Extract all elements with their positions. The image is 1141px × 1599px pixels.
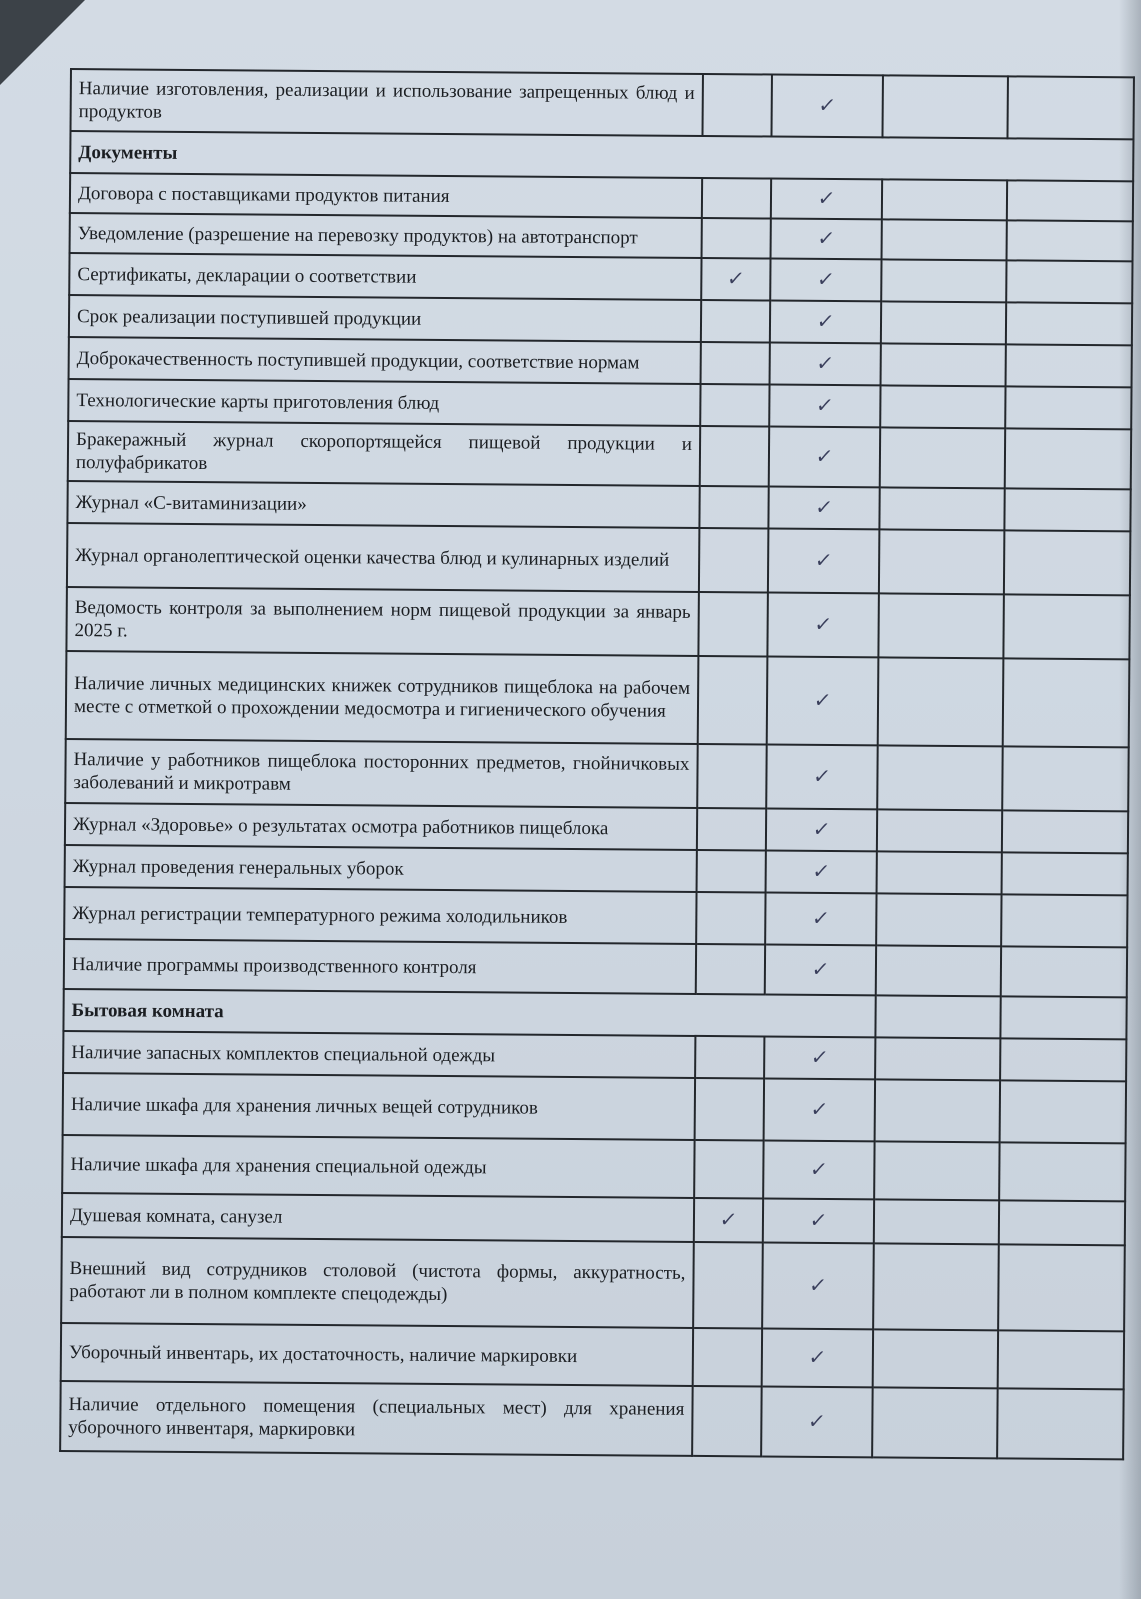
checklist-item-text: Журнал «С-витаминизации» bbox=[67, 481, 699, 528]
check-cell-col1 bbox=[702, 74, 772, 137]
empty-cell-col4 bbox=[1005, 488, 1131, 531]
section-empty-cell bbox=[875, 995, 1001, 1038]
check-cell-col2 bbox=[766, 808, 877, 851]
checkmark-icon: ✓ bbox=[810, 905, 831, 930]
checkmark-icon: ✓ bbox=[816, 185, 837, 210]
empty-cell-col3 bbox=[876, 809, 1002, 852]
table-row bbox=[62, 1135, 1125, 1201]
empty-cell-col3 bbox=[875, 945, 1001, 996]
check-cell-col1 bbox=[694, 1198, 764, 1243]
empty-cell-col3 bbox=[875, 1037, 1001, 1080]
table-row bbox=[63, 1073, 1126, 1143]
checkmark-icon: ✓ bbox=[806, 1408, 827, 1433]
empty-cell-col3 bbox=[880, 343, 1006, 386]
empty-cell-col3 bbox=[880, 301, 1006, 344]
checkmark-icon: ✓ bbox=[809, 1096, 830, 1121]
checklist-item-text: Наличие шкафа для хранения личных вещей сотрудников bbox=[63, 1073, 695, 1140]
checklist-item-text: Наличие у работников пищеблока посторонних предметов, гнойничковых заболеваний и микротравм bbox=[65, 739, 697, 808]
table-row bbox=[67, 523, 1130, 595]
empty-cell-col3 bbox=[881, 219, 1007, 260]
empty-cell-col4 bbox=[1007, 180, 1133, 221]
checkmark-icon: ✓ bbox=[816, 92, 838, 117]
check-cell-col2 bbox=[762, 1328, 873, 1387]
empty-cell-col3 bbox=[877, 745, 1003, 810]
checklist-item-text: Договора с поставщиками продуктов питания bbox=[70, 173, 702, 218]
empty-cell-col4 bbox=[1001, 894, 1127, 947]
check-cell-col2 bbox=[762, 1242, 873, 1329]
empty-cell-col4 bbox=[1006, 260, 1132, 303]
checkmark-icon: ✓ bbox=[814, 350, 836, 375]
check-cell-col2 bbox=[763, 1198, 874, 1243]
check-cell-col1 bbox=[694, 1140, 764, 1199]
checklist-item-text: Наличие шкафа для хранения специальной одежды bbox=[62, 1135, 694, 1198]
check-cell-col1 bbox=[699, 486, 769, 529]
empty-cell-col3 bbox=[878, 529, 1004, 594]
check-cell-col2 bbox=[771, 179, 882, 220]
empty-cell-col3 bbox=[874, 1079, 1000, 1142]
check-cell-col2 bbox=[770, 343, 881, 386]
empty-cell-col3 bbox=[881, 259, 1007, 302]
checkmark-icon: ✓ bbox=[807, 1344, 828, 1369]
section-title: Документы bbox=[70, 131, 1133, 181]
checkmark-icon: ✓ bbox=[813, 494, 835, 519]
check-cell-col2 bbox=[764, 1036, 875, 1079]
check-cell-col1 bbox=[701, 300, 771, 343]
checkmark-icon: ✓ bbox=[810, 858, 832, 883]
empty-cell-col4 bbox=[1005, 386, 1131, 429]
checklist-item-text: Срок реализации поступившей продукции bbox=[69, 295, 701, 342]
inspection-checklist-table bbox=[59, 68, 1135, 1460]
check-cell-col1 bbox=[692, 1386, 762, 1457]
empty-cell-col4 bbox=[1002, 852, 1128, 895]
checklist-item-text: Технологические карты приготовления блюд bbox=[68, 379, 700, 426]
check-cell-col2 bbox=[766, 744, 877, 809]
empty-cell-col4 bbox=[998, 1330, 1124, 1389]
table-row bbox=[71, 69, 1134, 139]
checkmark-icon: ✓ bbox=[811, 816, 832, 841]
empty-cell-col4 bbox=[1002, 810, 1128, 853]
empty-cell-col3 bbox=[872, 1329, 998, 1388]
empty-cell-col4 bbox=[1000, 1038, 1126, 1081]
empty-cell-col4 bbox=[999, 1200, 1125, 1245]
check-cell-col2 bbox=[763, 1140, 874, 1199]
empty-cell-col4 bbox=[999, 1142, 1125, 1201]
checkmark-icon: ✓ bbox=[815, 308, 836, 333]
empty-cell-col3 bbox=[881, 179, 1007, 220]
check-cell-col2 bbox=[765, 892, 876, 945]
check-cell-col1 bbox=[700, 384, 770, 427]
empty-cell-col3 bbox=[873, 1243, 999, 1330]
empty-cell-col4 bbox=[1004, 594, 1130, 659]
empty-cell-col4 bbox=[1007, 220, 1133, 261]
check-cell-col2 bbox=[769, 427, 880, 488]
checkmark-icon: ✓ bbox=[725, 266, 747, 291]
check-cell-col2 bbox=[772, 75, 883, 138]
table-row bbox=[61, 1237, 1125, 1331]
check-cell-col1 bbox=[696, 892, 766, 945]
empty-cell-col4 bbox=[1002, 746, 1128, 811]
check-cell-col1 bbox=[698, 656, 768, 745]
checkmark-icon: ✓ bbox=[813, 547, 834, 572]
checklist-item-text: Бракеражный журнал скоропортящейся пищевой продукции и полуфабрикатов bbox=[68, 421, 700, 486]
checklist-item-text: Наличие изготовления, реализации и использование запрещенных блюд и продуктов bbox=[71, 69, 703, 136]
check-cell-col2 bbox=[761, 1386, 872, 1457]
check-cell-col1 bbox=[695, 1036, 765, 1079]
checklist-item-text: Уборочный инвентарь, их достаточность, наличие маркировки bbox=[61, 1323, 693, 1386]
checklist-item-text: Наличие личных медицинских книжек сотрудников пищеблока на рабочем месте с отметкой о прохождении медосмотра и гигиенического обучения bbox=[66, 651, 699, 744]
checkmark-icon: ✓ bbox=[809, 1044, 830, 1069]
check-cell-col2 bbox=[765, 944, 876, 995]
section-title: Бытовая комната bbox=[63, 989, 875, 1037]
check-cell-col1 bbox=[693, 1242, 763, 1329]
empty-cell-col4 bbox=[1003, 658, 1129, 747]
checkmark-icon: ✓ bbox=[815, 266, 836, 291]
checklist-item-text: Сертификаты, декларации о соответствии bbox=[69, 253, 701, 300]
checklist-body bbox=[60, 69, 1134, 1459]
checkmark-icon: ✓ bbox=[815, 225, 837, 250]
check-cell-col1 bbox=[701, 218, 771, 259]
check-cell-col2 bbox=[768, 529, 879, 594]
table-row bbox=[68, 421, 1131, 489]
empty-cell-col3 bbox=[879, 427, 1005, 488]
check-cell-col2 bbox=[770, 301, 881, 344]
empty-cell-col4 bbox=[1005, 428, 1131, 489]
table-row bbox=[61, 1323, 1124, 1389]
empty-cell-col4 bbox=[1006, 302, 1132, 345]
section-empty-cell bbox=[1001, 996, 1127, 1039]
checkmark-icon: ✓ bbox=[812, 687, 833, 712]
checklist-item-text: Уведомление (разрешение на перевозку продуктов) на автотранспорт bbox=[70, 213, 702, 258]
checklist-item-text: Журнал регистрации температурного режима холодильников bbox=[64, 887, 696, 944]
check-cell-col1 bbox=[697, 744, 767, 809]
table-row bbox=[66, 587, 1129, 659]
check-cell-col1 bbox=[700, 426, 770, 487]
table-row bbox=[64, 887, 1127, 947]
checkmark-icon: ✓ bbox=[812, 611, 834, 636]
empty-cell-col3 bbox=[876, 893, 1002, 946]
empty-cell-col4 bbox=[1001, 946, 1127, 997]
checklist-item-text: Ведомость контроля за выполнением норм пищевой продукции за январь 2025 г. bbox=[66, 587, 698, 656]
empty-cell-col4 bbox=[1004, 530, 1130, 595]
empty-cell-col3 bbox=[878, 593, 1004, 658]
check-cell-col1 bbox=[698, 592, 768, 657]
empty-cell-col3 bbox=[882, 75, 1008, 138]
checklist-item-text: Журнал «Здоровье» о результатах осмотра работников пищеблока bbox=[65, 803, 697, 850]
check-cell-col2 bbox=[766, 850, 877, 893]
empty-cell-col3 bbox=[880, 385, 1006, 428]
checkmark-icon: ✓ bbox=[814, 443, 835, 468]
empty-cell-col3 bbox=[877, 657, 1003, 746]
empty-cell-col4 bbox=[998, 1244, 1124, 1331]
checkmark-icon: ✓ bbox=[814, 392, 835, 417]
table-row bbox=[64, 939, 1127, 997]
checkmark-icon: ✓ bbox=[807, 1272, 829, 1297]
empty-cell-col4 bbox=[1000, 1080, 1126, 1143]
checklist-item-text: Внешний вид сотрудников столовой (чистота формы, аккуратность, работают ли в полном комплекте спецодежды) bbox=[61, 1237, 694, 1328]
empty-cell-col3 bbox=[879, 487, 1005, 530]
check-cell-col2 bbox=[770, 259, 881, 302]
empty-cell-col4 bbox=[1008, 76, 1134, 139]
check-cell-col2 bbox=[771, 219, 882, 260]
table-row bbox=[65, 739, 1128, 811]
check-cell-col1 bbox=[693, 1328, 763, 1387]
check-cell-col2 bbox=[764, 1078, 875, 1141]
check-cell-col1 bbox=[702, 178, 772, 219]
empty-cell-col3 bbox=[876, 851, 1002, 894]
check-cell-col2 bbox=[769, 487, 880, 530]
check-cell-col1 bbox=[701, 258, 771, 301]
check-cell-col2 bbox=[769, 385, 880, 428]
check-cell-col1 bbox=[699, 528, 769, 593]
check-cell-col1 bbox=[700, 342, 770, 385]
empty-cell-col3 bbox=[872, 1387, 998, 1458]
checklist-item-text: Наличие программы производственного контроля bbox=[64, 939, 696, 994]
table-row bbox=[60, 1381, 1124, 1459]
checklist-item-text: Журнал органолептической оценки качества блюд и кулинарных изделий bbox=[67, 523, 699, 592]
checklist-item-text: Душевая комната, санузел bbox=[62, 1193, 694, 1242]
check-cell-col1 bbox=[697, 808, 767, 851]
check-cell-col2 bbox=[768, 592, 879, 657]
checklist-item-text: Доброкачественность поступившей продукции, соответствие нормам bbox=[69, 337, 701, 384]
check-cell-col1 bbox=[694, 1078, 764, 1141]
empty-cell-col4 bbox=[997, 1388, 1123, 1459]
checklist-item-text: Наличие отдельного помещения (специальных мест) для хранения уборочного инвентаря, маркировки bbox=[60, 1381, 692, 1456]
checkmark-icon: ✓ bbox=[808, 1156, 829, 1181]
table-row bbox=[66, 651, 1130, 747]
checkmark-icon: ✓ bbox=[808, 1207, 829, 1232]
checkmark-icon: ✓ bbox=[718, 1207, 739, 1232]
checklist-item-text: Наличие запасных комплектов специальной одежды bbox=[63, 1031, 695, 1078]
checkmark-icon: ✓ bbox=[810, 956, 831, 981]
check-cell-col2 bbox=[767, 656, 878, 745]
check-cell-col1 bbox=[696, 944, 766, 995]
empty-cell-col3 bbox=[874, 1141, 1000, 1200]
empty-cell-col4 bbox=[1006, 344, 1132, 387]
checkmark-icon: ✓ bbox=[811, 763, 833, 788]
empty-cell-col3 bbox=[873, 1199, 999, 1244]
checklist-item-text: Журнал проведения генеральных уборок bbox=[65, 845, 697, 892]
check-cell-col1 bbox=[696, 850, 766, 893]
